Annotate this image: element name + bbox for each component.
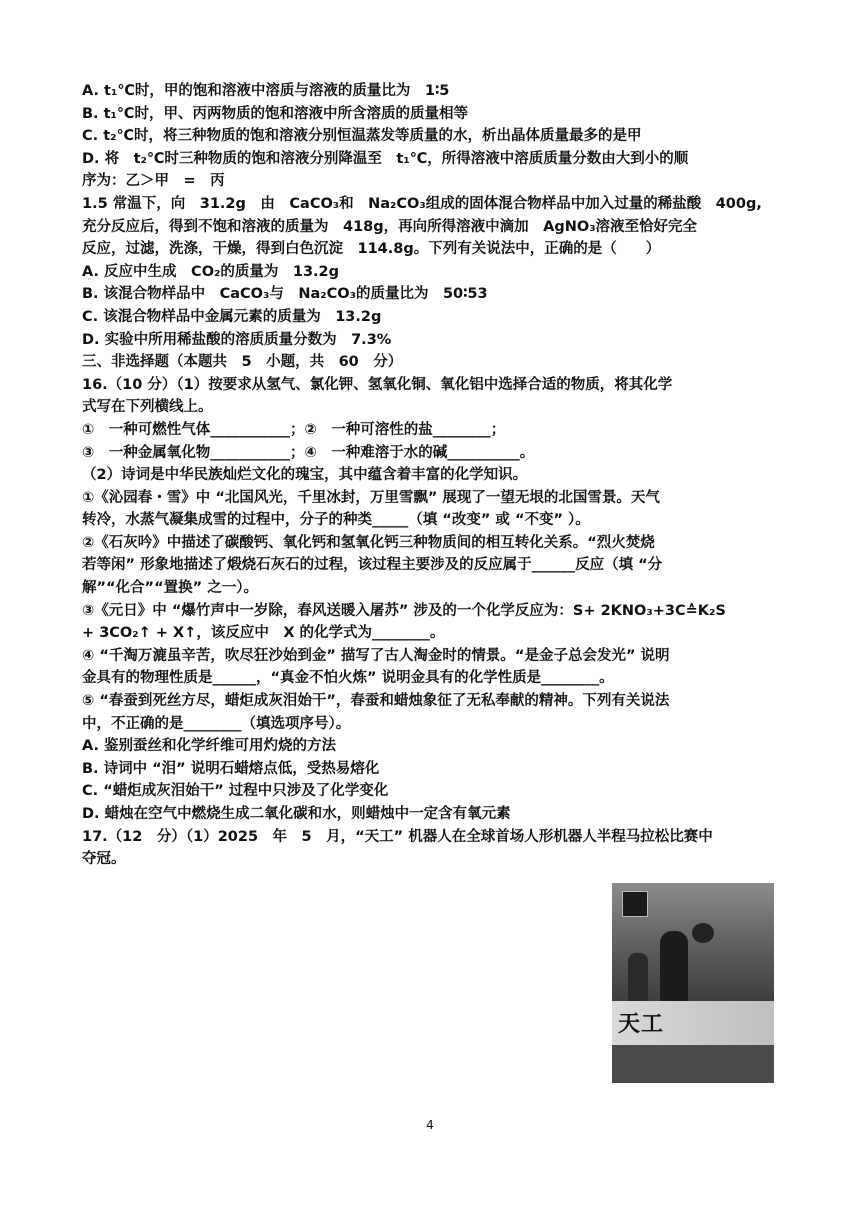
robot-marathon-photo: [612, 883, 774, 1083]
text-line: 中，不正确的是________（填选项序号）。: [82, 715, 351, 732]
text-line: 夺冠。: [82, 851, 126, 868]
text-line: 式写在下列横线上。: [82, 399, 213, 416]
text-line: B. t₁℃时，甲、丙两物质的饱和溶液中所含溶质的质量相等: [82, 105, 468, 122]
question-text-block: [82, 80, 782, 871]
text-line: D. 将 t₂℃时三种物质的饱和溶液分别降温至 t₁℃，所得溶液中溶质质量分数由大到小的顺: [82, 150, 689, 167]
text-line: A. 反应中生成 CO₂的质量为 13.2g: [82, 263, 340, 280]
text-line: D. 蜡烛在空气中燃烧生成二氧化碳和水，则蜡烛中一定含有氧元素: [82, 806, 511, 822]
text-line: 若等闲” 形象地描述了煅烧石灰石的过程，该过程主要涉及的反应属于______反应（填 “分: [82, 557, 663, 574]
text-line: A. 鉴别蚕丝和化学纤维可用灼烧的方法: [82, 738, 337, 755]
text-line: 反应，过滤，洗涤，干燥，得到白色沉淀 114.8g。下列有关说法中，正确的是（ ）: [82, 241, 661, 258]
text-line: ③ 一种金属氧化物___________；④ 一种难溶于水的碱__________。: [82, 444, 535, 461]
text-line: + 3CO₂↑ + X↑，该反应中 X 的化学式为________。: [82, 625, 445, 642]
text-line: 17.（12 分）（1）2025 年 5 月，“天工” 机器人在全球首场人形机器人半程马拉松比赛中: [82, 828, 713, 845]
text-line: C. 该混合物样品中金属元素的质量为 13.2g: [82, 308, 382, 325]
text-line: ③《元日》中 “爆竹声中一岁除，春风送暖入屠苏” 涉及的一个化学反应为：S+ 2KNO₃+3C≙K₂S: [82, 602, 726, 619]
text-line: 三、非选择题（本题共 5 小题，共 60 分）: [82, 354, 403, 371]
text-line: ① 一种可燃性气体___________；② 一种可溶性的盐________；: [82, 421, 506, 438]
text-line: 16.（10 分）（1）按要求从氢气、氯化钾、氢氧化铜、氧化铝中选择合适的物质，将其化学: [82, 376, 673, 393]
text-line: 1.5 常温下，向 31.2g 由 CaCO₃和 Na₂CO₃组成的固体混合物样品中加入过量的稀盐酸 400g,: [82, 195, 762, 212]
banner-text: 天工: [618, 1012, 665, 1037]
text-line: ①《沁园春・雪》中 “北国风光，千里冰封，万里雪飘” 展现了一望无垠的北国雪景。天气: [82, 489, 660, 506]
text-line: ⑤ “春蚕到死丝方尽，蜡炬成灰泪始干”，春蚕和蜡烛象征了无私奉献的精神。下列有关说法: [82, 693, 670, 710]
text-line: 转冷，水蒸气凝集成雪的过程中，分子的种类_____（填 “改变” 或 “不变” ）。: [82, 512, 590, 529]
text-line: 充分反应后，得到不饱和溶液的质量为 418g，再向所得溶液中滴加 AgNO₃溶液至恰好完全: [82, 218, 698, 235]
text-line: C. “蜡炬成灰泪始干” 过程中只涉及了化学变化: [82, 783, 389, 800]
text-line: 序为：乙＞甲 = 丙: [82, 173, 225, 190]
page-number: 4: [426, 1118, 434, 1132]
photo-ground: [612, 1045, 774, 1083]
text-line: B. 该混合物样品中 CaCO₃与 Na₂CO₃的质量比为 50∶53: [82, 286, 488, 303]
text-line: ④ “千淘万漉虽辛苦，吹尽狂沙始到金” 描写了古人淘金时的情景。“是金子总会发光” 说明: [82, 647, 670, 664]
text-line: （2）诗词是中华民族灿烂文化的瑰宝，其中蕴含着丰富的化学知识。: [82, 467, 528, 484]
robot-head: [692, 923, 714, 943]
text-line: 解”“化合”“置换” 之一）。: [82, 580, 258, 597]
text-line: ②《石灰吟》中描述了碳酸钙、氧化钙和氢氧化钙三种物质间的相互转化关系。“烈火焚烧: [82, 534, 655, 551]
text-line: 金具有的物理性质是______，“真金不怕火炼” 说明金具有的化学性质是________。: [82, 670, 614, 687]
text-line: D. 实验中所用稀盐酸的溶质质量分数为 7.3%: [82, 331, 392, 348]
text-line: A. t₁℃时，甲的饱和溶液中溶质与溶液的质量比为 1∶5: [82, 83, 450, 99]
broadcast-logo-icon: [622, 891, 648, 917]
text-line: B. 诗词中 “泪” 说明石蜡熔点低，受热易熔化: [82, 760, 380, 777]
text-line: C. t₂℃时，将三种物质的饱和溶液分别恒温蒸发等质量的水，析出晶体质量最多的是甲: [82, 128, 642, 145]
